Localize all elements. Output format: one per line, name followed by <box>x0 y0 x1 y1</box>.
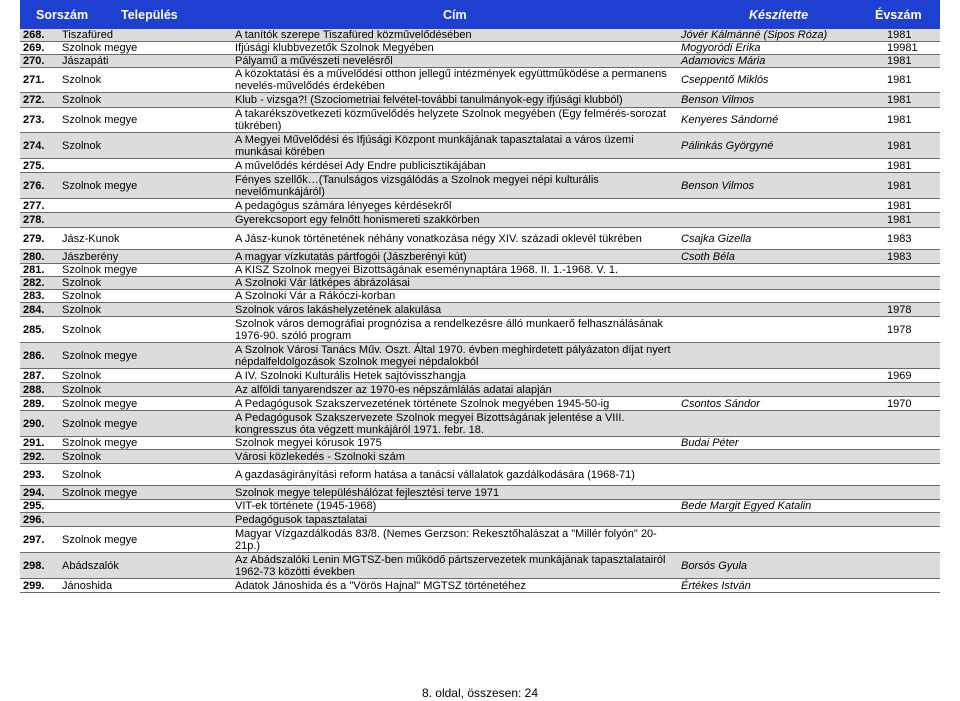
row-telepules: Tiszafüred <box>62 29 113 41</box>
table-row <box>20 250 940 264</box>
row-telepules: Szolnok <box>62 323 102 336</box>
header-keszitette: Készítette <box>749 8 809 22</box>
table-row <box>20 383 940 397</box>
row-number: 298. <box>23 559 45 572</box>
row-keszitette: Bede Margit Egyed Katalin <box>681 500 812 512</box>
row-keszitette: Cseppentő Miklós <box>681 74 769 86</box>
table-row <box>20 527 940 553</box>
table-row <box>20 228 940 250</box>
row-evszam: 1983 <box>887 250 912 263</box>
row-cim: A magyar vízkutatás pártfogói (Jászberényi kút) <box>235 250 467 263</box>
row-telepules: Jánoshida <box>62 579 113 592</box>
row-number: 278. <box>23 214 45 226</box>
row-cim: A Megyei Művelődési és Ifjúsági Központ munkájának tapasztalatai a város üzemi munkásai körében <box>235 133 634 158</box>
table-row <box>20 464 940 486</box>
row-number: 285. <box>23 323 45 336</box>
row-cim: A Pedagógusok Szakszervezetének története Szolnok megyében 1945-50-ig <box>235 397 610 410</box>
row-number: 291. <box>23 437 45 449</box>
row-keszitette: Csajka Gizella <box>681 232 752 245</box>
row-cim: Városi közlekedés - Szolnoki szám <box>235 450 405 463</box>
row-cim: Az alföldi tanyarendszer az 1970-es népszámlálás adatai alapján <box>235 383 552 396</box>
row-cim: A művelődés kérdései Ady Endre publicisztikájában <box>235 159 486 172</box>
table-row <box>20 290 940 303</box>
row-keszitette: Pálinkás Györgyné <box>681 139 774 152</box>
table-row <box>20 277 940 290</box>
row-number: 282. <box>23 277 45 289</box>
row-telepules: Szolnok <box>62 277 102 289</box>
row-number: 297. <box>23 533 45 546</box>
row-telepules: Szolnok megye <box>62 114 138 126</box>
row-number: 286. <box>23 349 45 362</box>
row-cim: Magyar Vízgazdálkodás 83/8. (Nemes Gerzson: Rekesztőhalászat a "Millér folyón" 20-21p.) <box>235 527 657 552</box>
row-telepules: Jászberény <box>62 250 119 263</box>
table-row <box>20 42 940 55</box>
table-row <box>20 437 940 450</box>
row-cim: A Szolnoki Vár látképes ábrázolásai <box>235 277 410 289</box>
row-keszitette: Budai Péter <box>681 437 739 449</box>
table-row <box>20 343 940 369</box>
row-cim: Az Abádszalóki Lenin MGTSZ-ben működő pártszervezetek munkájának tapasztalatairól 1962-73 közötti években <box>235 553 666 578</box>
table-row <box>20 303 940 317</box>
row-number: 276. <box>23 179 45 192</box>
row-number: 294. <box>23 486 45 499</box>
row-telepules: Szolnok megye <box>62 179 138 192</box>
row-evszam: 1981 <box>887 29 912 41</box>
row-telepules: Szolnok megye <box>62 349 138 362</box>
row-cim: Pedagógusok tapasztalatai <box>235 513 368 526</box>
row-telepules: Abádszalók <box>62 559 119 572</box>
row-cim: Pályamű a művészeti nevelésről <box>235 55 393 67</box>
row-cim: Szolnok megye településhálózat fejlesztési terve 1971 <box>235 486 500 499</box>
row-keszitette: Csontos Sándor <box>681 397 760 410</box>
row-number: 277. <box>23 199 45 212</box>
row-keszitette: Kenyeres Sándorné <box>681 114 779 126</box>
row-telepules: Szolnok megye <box>62 397 138 410</box>
row-telepules: Szolnok megye <box>62 533 138 546</box>
header-cim: Cím <box>443 8 467 22</box>
row-telepules: Szolnok <box>62 303 102 316</box>
row-telepules: Szolnok megye <box>62 42 138 54</box>
table-row <box>20 397 940 411</box>
row-cim: Fényes szellők…(Tanulságos vizsgálódás a Szolnok megyei népi kulturális nevelőmunkájáról) <box>235 173 599 198</box>
header-evszam: Évszám <box>875 8 922 22</box>
row-evszam: 1981 <box>887 94 912 106</box>
row-number: 299. <box>23 579 45 592</box>
row-evszam: 1981 <box>887 159 912 172</box>
row-cim: A Szolnoki Vár a Rákóczi-korban <box>235 290 396 302</box>
row-evszam: 1978 <box>887 303 912 316</box>
row-evszam: 1981 <box>887 139 912 152</box>
row-telepules: Szolnok <box>62 369 102 382</box>
row-evszam: 1981 <box>887 199 912 212</box>
row-number: 288. <box>23 383 45 396</box>
row-number: 284. <box>23 303 45 316</box>
table-row <box>20 369 940 383</box>
row-number: 293. <box>23 468 45 481</box>
row-evszam: 1969 <box>887 369 912 382</box>
table-row <box>20 213 940 228</box>
header-telepules: Település <box>121 8 178 22</box>
row-number: 289. <box>23 397 45 410</box>
row-number: 279. <box>23 232 45 245</box>
row-number: 296. <box>23 513 45 526</box>
row-telepules: Szolnok <box>62 94 102 106</box>
row-number: 287. <box>23 369 45 382</box>
table-header <box>20 0 940 29</box>
table-row <box>20 317 940 343</box>
row-number: 281. <box>23 264 45 276</box>
row-telepules: Szolnok megye <box>62 264 138 276</box>
table-row <box>20 93 940 108</box>
table-row <box>20 199 940 213</box>
header-sorszam: Sorszám <box>36 8 89 22</box>
row-number: 290. <box>23 417 45 430</box>
row-evszam: 1981 <box>887 214 912 226</box>
table-row <box>20 173 940 199</box>
row-keszitette: Mogyoródi Erika <box>681 42 761 54</box>
row-cim: A KISZ Szolnok megyei Bizottságának eseménynaptára 1968. II. 1.-1968. V. 1. <box>235 264 618 276</box>
table-row <box>20 264 940 277</box>
table-row <box>20 159 940 173</box>
row-evszam: 1981 <box>887 179 912 192</box>
row-telepules: Szolnok <box>62 450 102 463</box>
table-row <box>20 553 940 579</box>
table-row <box>20 55 940 68</box>
table-row <box>20 108 940 133</box>
row-cim: Szolnok város lakáshelyzetének alakulása <box>235 303 442 316</box>
row-cim: VIT-ek története (1945-1968) <box>235 500 377 512</box>
row-number: 280. <box>23 250 45 263</box>
row-evszam: 1981 <box>887 114 912 126</box>
row-evszam: 1983 <box>887 232 912 245</box>
row-keszitette: Adamovics Mária <box>681 55 766 67</box>
row-cim: Gyerekcsoport egy felnőtt honismereti szakkörben <box>235 214 480 226</box>
row-telepules: Szolnok <box>62 383 102 396</box>
row-telepules: Szolnok megye <box>62 417 138 430</box>
row-cim: A Jász-kunok történetének néhány vonatkozása négy XIV. századi oklevél tükrében <box>235 232 642 245</box>
row-telepules: Jászapáti <box>62 55 109 67</box>
row-number: 271. <box>23 74 45 86</box>
table-row <box>20 411 940 437</box>
page-footer: 8. oldal, összesen: 24 <box>421 686 539 700</box>
row-cim: A Pedagógusok Szakszervezete Szolnok megyei Bizottságának jelentése a VIII. kongresszus óta végzett munkájáról 1971. febr. 18. <box>235 411 625 436</box>
row-cim: A IV. Szolnoki Kulturális Hetek sajtóvisszhangja <box>235 369 466 382</box>
row-keszitette: Csoth Béla <box>681 250 735 263</box>
row-evszam: 1981 <box>887 74 912 86</box>
row-cim: A gazdaságirányítási reform hatása a tanácsi vállalatok gazdálkodására (1968-71) <box>235 468 635 481</box>
row-telepules: Szolnok <box>62 468 102 481</box>
row-number: 272. <box>23 94 45 106</box>
table-row <box>20 68 940 93</box>
row-cim: Klub - vizsga?! (Szociometriai felvétel-további tanulmányok-egy ifjúsági klubból) <box>235 94 623 106</box>
row-cim: A közoktatási és a művelődési otthon jellegű intézmények együttműködése a permanens nevelés-művelődés érdekében <box>235 68 667 92</box>
row-telepules: Szolnok megye <box>62 486 138 499</box>
row-cim: A Szolnok Városi Tanács Műv. Oszt. Által 1970. évben meghirdetett pályázaton díjat nyert népdalfeldolgozások Szolnok megyei népdalokból <box>235 343 671 368</box>
table-row <box>20 133 940 159</box>
row-number: 270. <box>23 55 45 67</box>
row-number: 268. <box>23 29 45 41</box>
document-table <box>20 0 940 593</box>
row-telepules: Szolnok <box>62 74 102 86</box>
row-number: 275. <box>23 159 45 172</box>
row-cim: Szolnok megyei kórusok 1975 <box>235 437 382 449</box>
table-row <box>20 29 940 42</box>
row-evszam: 1970 <box>887 397 912 410</box>
row-telepules: Szolnok <box>62 139 102 152</box>
row-evszam: 1981 <box>887 55 912 67</box>
row-keszitette: Benson Vilmos <box>681 94 755 106</box>
row-telepules: Jász-Kunok <box>62 232 120 245</box>
row-evszam: 1978 <box>887 323 912 336</box>
row-cim: A pedagógus számára lényeges kérdésekről <box>235 199 452 212</box>
row-number: 269. <box>23 42 45 54</box>
row-number: 295. <box>23 500 45 512</box>
row-number: 273. <box>23 114 45 126</box>
table-row <box>20 513 940 527</box>
table-row <box>20 579 940 593</box>
row-evszam: 19981 <box>887 42 918 54</box>
row-number: 283. <box>23 290 45 302</box>
table-row <box>20 486 940 500</box>
row-cim: Ifjúsági klubbvezetők Szolnok Megyében <box>235 42 434 54</box>
row-keszitette: Borsós Gyula <box>681 559 748 572</box>
table-row <box>20 500 940 513</box>
row-number: 274. <box>23 139 45 152</box>
row-telepules: Szolnok megye <box>62 437 138 449</box>
row-keszitette: Jóvér Kálmánné (Sipos Róza) <box>681 29 828 41</box>
table-body <box>20 29 940 593</box>
row-keszitette: Értékes István <box>681 579 751 592</box>
table-row <box>20 450 940 464</box>
row-cim: A tanítók szerepe Tiszafüred közművelődésében <box>235 29 472 41</box>
row-keszitette: Benson Vilmos <box>681 179 755 192</box>
row-cim: A takarékszövetkezeti közművelődés helyzete Szolnok megyében (Egy felmérés-sorozat tükrében) <box>235 108 667 132</box>
row-telepules: Szolnok <box>62 290 102 302</box>
row-cim: Adatok Jánoshida és a "Vörös Hajnal" MGTSZ történetéhez <box>235 579 526 592</box>
row-cim: Szolnok város demográfiai prognózisa a rendelkezésre álló munkaerő felhasználásának 1976-90. szóló program <box>235 317 664 342</box>
row-number: 292. <box>23 450 45 463</box>
